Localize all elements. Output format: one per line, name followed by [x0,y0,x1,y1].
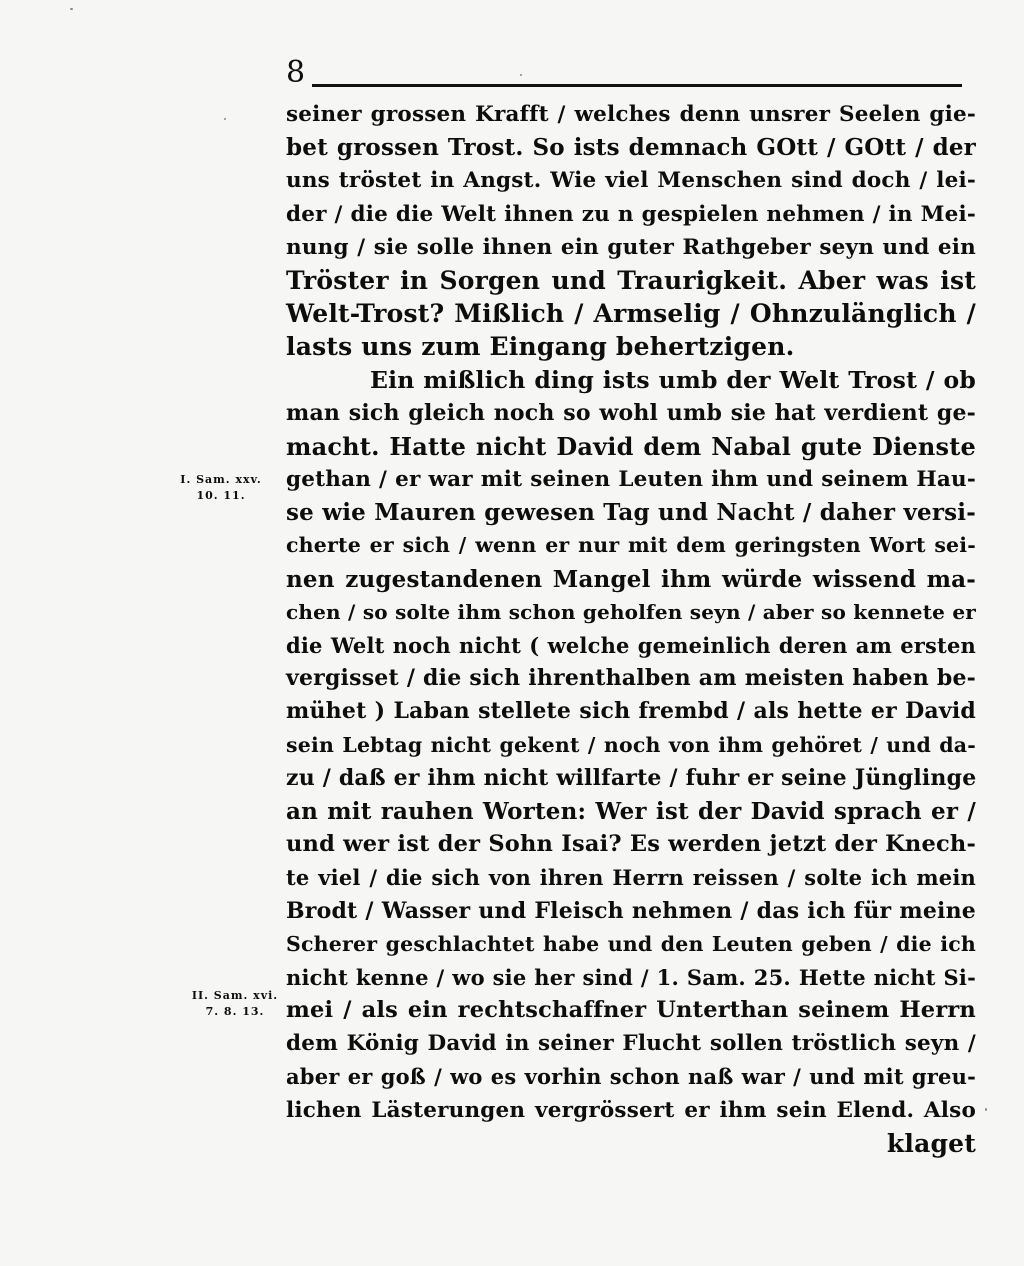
text-line: vergisset / die sich ihrenthalben am meisten haben be- [286,665,976,692]
text-line: te viel / die sich von ihren Herrn reissen / solte ich mein [286,865,976,891]
text-line: gethan / er war mit seinen Leuten ihm und seinem Hau- [286,467,976,493]
text-line: an mit rauhen Worten: Wer ist der David sprach er / [286,797,976,825]
text-line: chen / so solte ihm schon geholfen seyn / aber so kennete er [286,599,976,624]
text-line: lasts uns zum Eingang behertzigen. [286,332,795,362]
page-number: 8 [286,55,306,90]
margin-note-1-line1: I. Sam. xxv. [180,473,262,486]
text-line: macht. Hatte nicht David dem Nabal gute Dienste [286,431,976,461]
text-line: dem König David in seiner Flucht sollen tröstlich seyn / [286,1031,976,1057]
text-line: mühet ) Laban stellete sich frembd / als hette er David [286,698,976,725]
text-line: Scherer geschlachtet habe und den Leuten geben / die ich [286,931,976,956]
catchword: klaget [886,1128,976,1158]
margin-note-2 [176,988,294,1020]
text-line: lichen Lästerungen vergrössert er ihm sein Elend. Also [286,1097,976,1123]
body-text [286,98,976,1160]
text-line: uns tröstet in Angst. Wie viel Menschen sind doch / lei- [286,168,976,194]
paper-speck [70,8,73,10]
text-line: nen zugestandenen Mangel ihm würde wissend ma- [286,565,976,593]
paragraph-start-line: Ein mißlich ding ists umb der Welt Trost / ob [370,365,976,394]
text-line: se wie Mauren gewesen Tag und Nacht / daher versi- [286,499,976,527]
paper-speck [520,74,522,76]
text-line: nicht kenne / wo sie her sind / 1. Sam. 25. Hette nicht Si- [286,964,976,990]
paper-speck [985,1108,987,1111]
text-line: und wer ist der Sohn Isai? Es werden jetzt der Knech- [286,831,976,858]
text-line: die Welt noch nicht ( welche gemeinlich deren am ersten [286,633,976,658]
text-line: der / die die Welt ihnen zu n gespielen nehmen / in Mei- [286,201,976,227]
text-line: nung / sie solle ihnen ein guter Rathgeber seyn und ein [286,234,976,260]
text-line: bet grossen Trost. So ists demnach GOtt / GOtt / der [286,134,976,162]
text-line: sein Lebtag nicht gekent / noch von ihm gehöret / und da- [286,732,976,757]
text-line: cherte er sich / wenn er nur mit dem geringsten Wort sei- [286,533,976,558]
margin-note-2-line2: 7. 8. 13. [205,1005,265,1018]
text-line: Tröster in Sorgen und Traurigkeit. Aber was ist [286,265,976,295]
text-line: mei / als ein rechtschaffner Unterthan seinem Herrn [286,997,976,1024]
text-line: aber er goß / wo es vorhin schon naß war / und mit greu- [286,1064,976,1090]
margin-note-1-line2: 10. 11. [196,489,246,502]
paper-speck [224,118,226,120]
margin-note-2-line1: II. Sam. xvi. [191,989,279,1002]
header-rule [312,84,962,87]
text-line: seiner grossen Krafft / welches denn unsrer Seelen gie- [286,102,976,127]
text-line: Welt-Trost? Mißlich / Armselig / Ohnzulänglich / [286,299,976,329]
text-line: man sich gleich noch so wohl umb sie hat verdient ge- [286,399,976,426]
margin-note-1 [162,472,280,504]
text-line: zu / daß er ihm nicht willfarte / fuhr er seine Jünglinge [286,764,977,791]
text-line: Brodt / Wasser und Fleisch nehmen / das ich für meine [286,897,976,924]
